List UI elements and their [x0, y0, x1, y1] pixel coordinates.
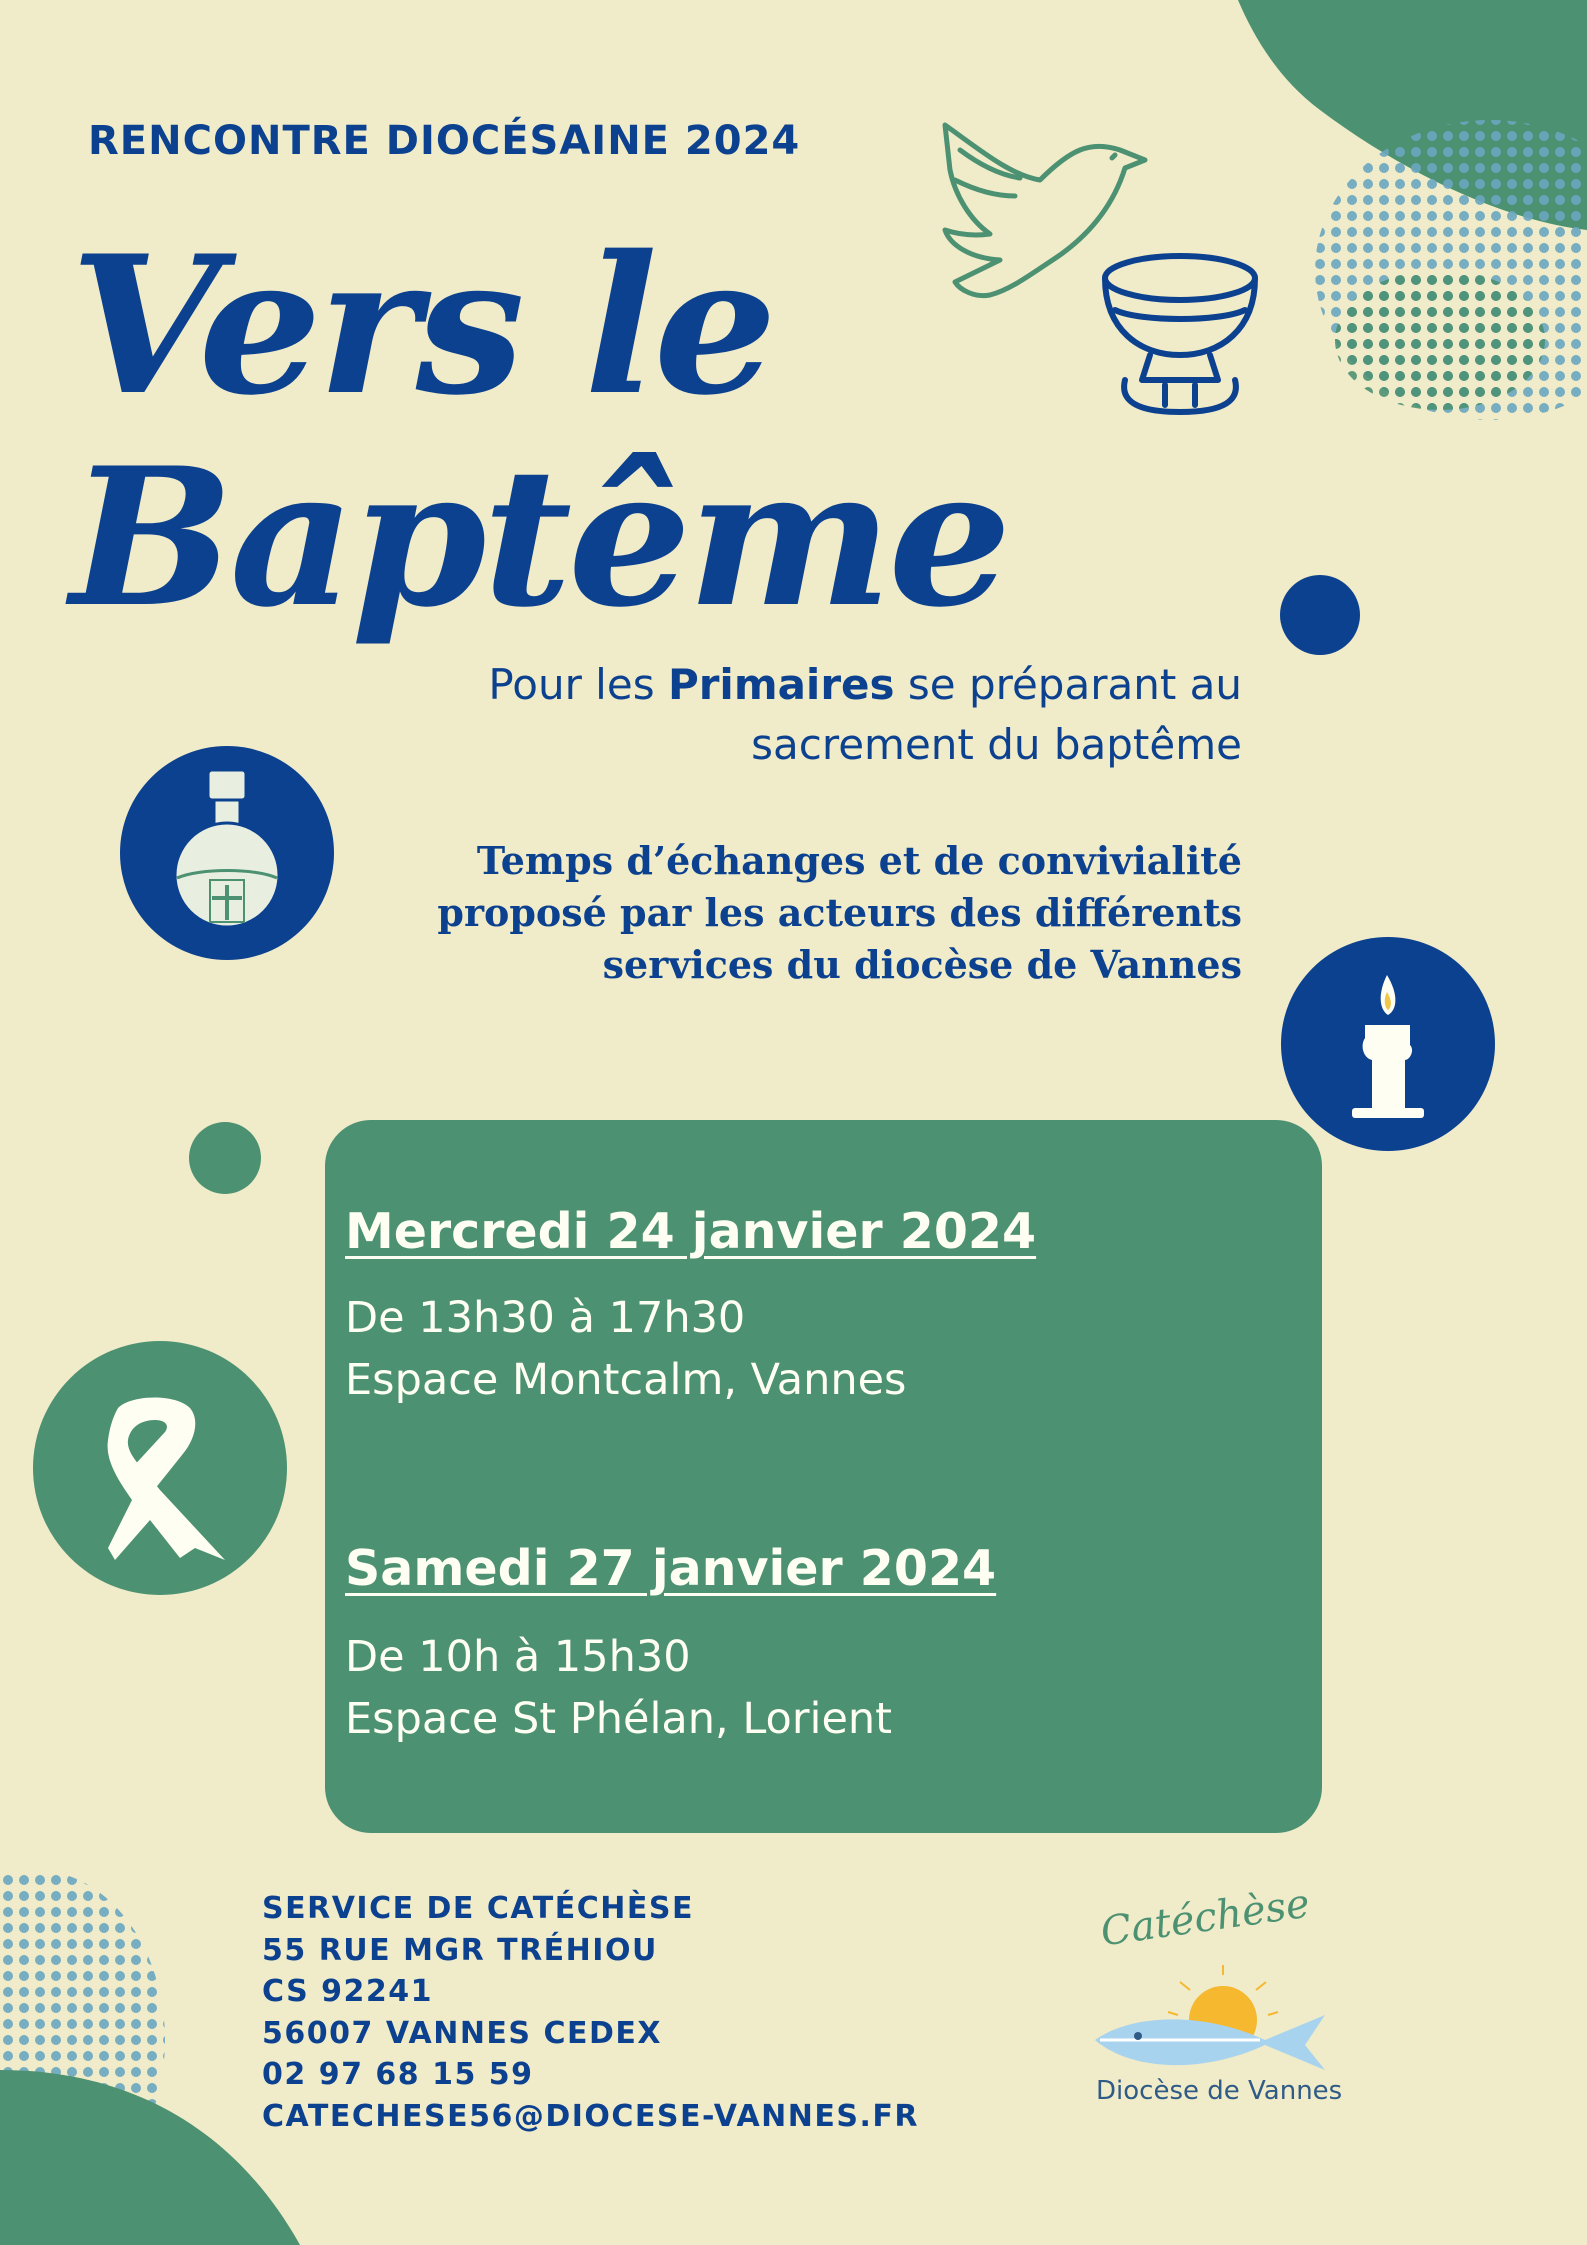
baptismal-font-icon [1105, 256, 1255, 412]
logo-diocese-text: Diocèse de Vannes [1096, 2076, 1343, 2106]
title-line-2: Baptême [70, 426, 1008, 649]
contact-cs: CS 92241 [262, 1974, 433, 2009]
green-dot-small [189, 1122, 261, 1194]
contact-block [262, 1888, 919, 2137]
event-1-date: Mercredi 24 janvier 2024 [345, 1203, 1037, 1260]
contact-city: 56007 VANNES CEDEX [262, 2015, 663, 2051]
description-line-2: proposé par les acteurs des différents [437, 890, 1242, 935]
event-kicker: RENCONTRE DIOCÉSAINE 2024 [88, 118, 801, 164]
audience-text [482, 655, 1242, 775]
event-2-time: De 10h à 15h30 [345, 1632, 691, 1682]
logo-catechese-text: Catéchèse [1097, 1880, 1313, 1956]
contact-service: SERVICE DE CATÉCHÈSE [262, 1891, 694, 1926]
contact-email: CATECHESE56@DIOCESE-VANNES.FR [262, 2098, 919, 2134]
event-description [342, 835, 1242, 991]
navy-dot-small [1280, 575, 1360, 655]
description-line-3: services du diocèse de Vannes [602, 942, 1242, 987]
audience-line-2: sacrement du baptême [751, 720, 1242, 769]
audience-prefix: Pour les [488, 660, 668, 709]
event-2-date: Samedi 27 janvier 2024 [345, 1540, 997, 1597]
title-line-1: Vers le [70, 214, 773, 437]
page-title [70, 214, 1008, 649]
event-2-place: Espace St Phélan, Lorient [345, 1694, 893, 1744]
event-1-place: Espace Montcalm, Vannes [345, 1355, 907, 1405]
fish-sun-logo-icon [1095, 1965, 1325, 2070]
event-1-time: De 13h30 à 17h30 [345, 1293, 746, 1343]
audience-suffix: se préparant au [894, 660, 1242, 709]
contact-street: 55 RUE MGR TRÉHIOU [262, 1932, 658, 1968]
contact-phone: 02 97 68 15 59 [262, 2057, 534, 2092]
description-line-1: Temps d’échanges et de convivialité [476, 838, 1242, 883]
audience-highlight: Primaires [667, 660, 895, 709]
